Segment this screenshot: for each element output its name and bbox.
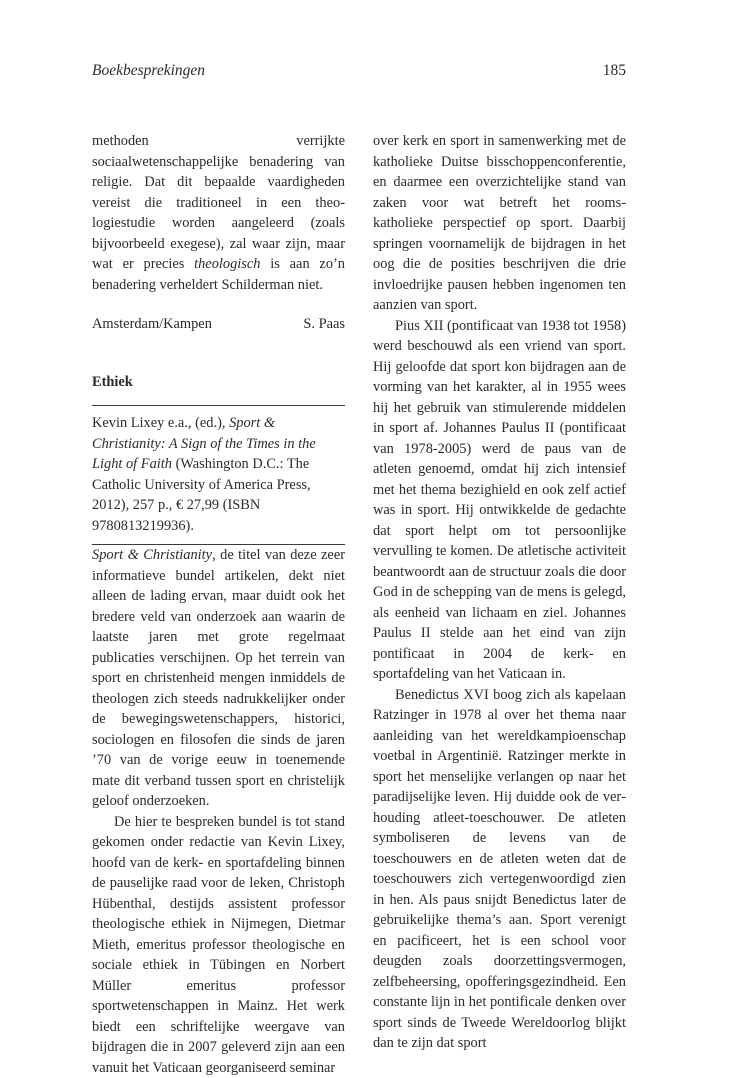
- signature-place: Amsterdam/Kampen: [92, 314, 212, 335]
- emphasis-theologisch: theologisch: [194, 256, 260, 272]
- paragraph-right-2: Pius XII (pontificaat van 1938 tot 1958) werd beschouwd als een vriend van sport. Hij geloofde dat sport kon bijdragen aan de vorming van het karakter, al in 1955 wees hij het gebruik van stimulerende middelen in sport af. Johannes Paulus II (pontificaat van 1978-2005) werd de paus van de atleten genoemd, omdat hij zich intensief met het thema bezighield en ook zelf actief was in sport. Hij ontwikkelde de gedachte dat sport helpt om tot persoonlijke vervulling te komen. De atletische activiteit beantwoordt aan de structuur zoals die door God in de schepping van de mens is gelegd, als eenheid van lichaam en ziel. Johannes Paulus II stelde aan het eind van zijn pontificaat in 2004 de kerk- en sportafdeling van het Vaticaan in.: [373, 316, 626, 685]
- running-title: Boekbesprekingen: [92, 62, 205, 80]
- signature-author: S. Paas: [303, 314, 345, 335]
- review-signature: [92, 314, 345, 335]
- paragraph-right-3: Benedictus XVI boog zich als kapelaan Ratzinger in 1978 al over het thema naar aanleiding van het wereldkampioenschap voetbal in Argentinië. Ratzinger merkte in sport het menselijke verlangen op naar het paradijselijke leven. Hij duidde ook de verhouding atleet-toeschouwer. De atleten symboliseren de levens van de toeschouwers en de atleten weten dat de toeschouwers zich vertegenwoordigd zien in hen. Als paus snijdt Benedictus later de gebruikelijke thema’s aan. Sport verenigt en pacificeert, het is een school voor deugden zoals doorzettingsvermogen, zelfbeheersing, opofferingsgezindheid. Een constante lijn in het pontificale denken over sport sinds de Tweede Wereldoorlog blijkt dan te zijn dat sport: [373, 685, 626, 1054]
- page-header: [92, 62, 626, 84]
- right-column: [373, 131, 626, 1054]
- paragraph-left-3: De hier te bespreken bundel is tot stand gekomen onder redactie van Kevin Lixey, hoofd van de kerk- en sportafdeling binnen de pauselijke raad voor de leken, Christoph Hübenthal, destijds assistent professor theologische ethiek in Nijmegen, Dietmar Mieth, emeritus professor theologische en sociale ethiek in Tübingen en Norbert Müller emeritus professor sportwetenschappen in Mainz. Het werk biedt een schriftelijke weergave van bijdragen die in 2007 geleverd zijn aan een vanuit het Vaticaan georganiseerd seminar: [92, 812, 345, 1078]
- book-reference: Kevin Lixey e.a., (ed.), Sport & Christianity: A Sign of the Times in the Light of Faith (Washington D.C.: The Catholic University of America Press, 2012), 257 p., € 27,99 (ISBN 9780813219936).: [92, 413, 345, 536]
- top-divider: [92, 405, 345, 406]
- book-title: Sport & Christianity: A Sign of the Times in the Light of Faith: [92, 415, 316, 472]
- paragraph-left-1: methoden verrijkte sociaalwetenschappelijke benadering van religie. Dat dit bepaalde vaardigheden vereist die traditioneel in een theologiestudie worden aangeleerd (zoals bijvoorbeeld exegese), zal waar zijn, maar wat er precies theologisch is aan zo’n benadering verheldert Schilderman niet.: [92, 131, 345, 295]
- paragraph-left-2: Sport & Christianity, de titel van deze zeer informatieve bundel artikelen, dekt niet alleen de lading ervan, maar duidt ook het bredere veld van onderzoek aan waarin de laatste jaren met grote regelmaat publicaties verschijnen. Op het terrein van sport en christenheid mengen inmiddels de theologen zich steeds nadrukkelijker onder de bewegingswetenschappers, historici, sociologen en filosofen die sinds de jaren ’70 van de vorige eeuw in toenemende mate dit verband tussen sport en christelijk geloof onderzoeken.: [92, 545, 345, 812]
- paragraph-right-1: over kerk en sport in samenwerking met de katholieke Duitse bisschoppenconferentie, en daarmee een overzichtelijke stand van zaken voor wat betreft het rooms-katholieke perspectief op sport. Daarbij springen voornamelijk de bijdragen in het oog die de posities beschrijven die drie invloedrijke pausen hebben ingenomen ten aanzien van sport.: [373, 131, 626, 316]
- page-number: 185: [603, 62, 626, 80]
- section-heading: Ethiek: [92, 372, 345, 393]
- review-book-title: Sport & Christianity: [92, 547, 212, 563]
- left-column: [92, 131, 345, 1078]
